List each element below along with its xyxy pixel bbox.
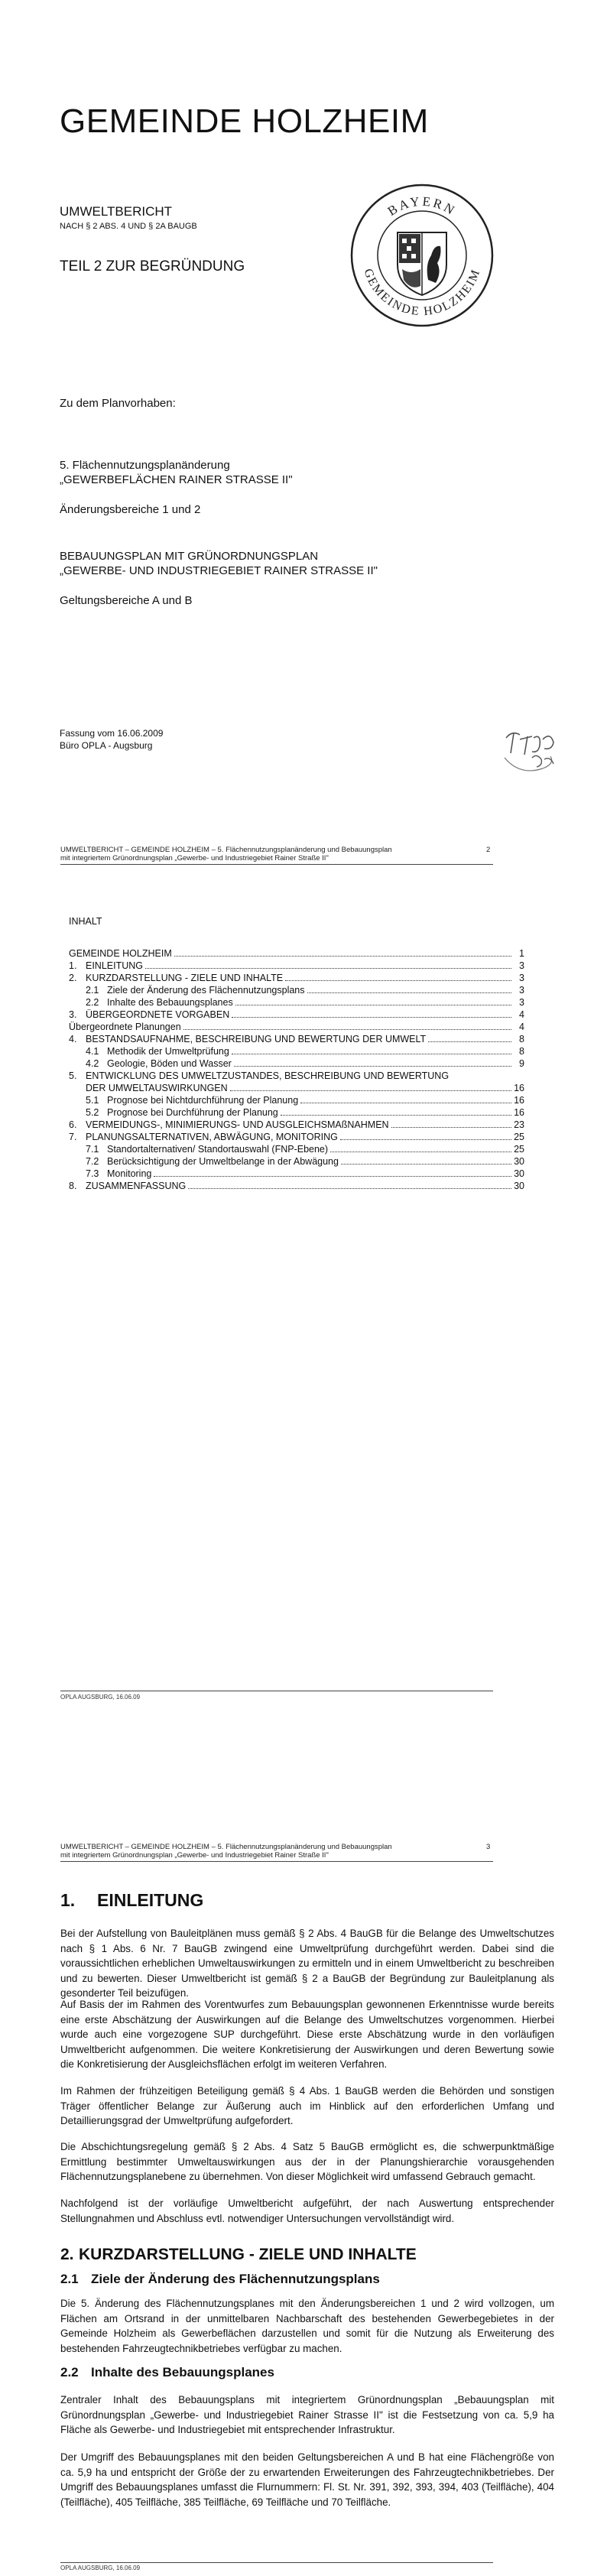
toc-entry[interactable]: 7.2 Berücksichtigung der Umweltbelange in der Abwägung 30 — [86, 1156, 524, 1167]
toc-entry[interactable]: 3. ÜBERGEORDNETE VORGABEN 4 — [69, 1009, 524, 1020]
fnp-line-2: „GEWERBEFLÄCHEN RAINER STRASSE II" — [60, 473, 293, 486]
page3-number: 3 — [486, 1843, 491, 1851]
toc-entry[interactable]: 4.1 Methodik der Umweltprüfung 8 — [86, 1046, 524, 1057]
toc-entry[interactable]: 7. PLANUNGSALTERNATIVEN, ABWÄGUNG, MONITORING 25 — [69, 1132, 524, 1142]
toc-entry[interactable]: Übergeordnete Planungen 4 — [69, 1022, 524, 1032]
page3-header-rule — [60, 1861, 493, 1862]
report-title: UMWELTBERICHT — [60, 204, 173, 219]
bp-areas: Geltungsbereiche A und B — [60, 594, 193, 607]
bp-line-1: BEBAUUNGSPLAN MIT GRÜNORDNUNGSPLAN — [60, 550, 319, 563]
toc-entry[interactable]: 2. KURZDARSTELLUNG - ZIELE UND INHALTE 3 — [69, 973, 524, 983]
fnp-line-1: 5. Flächennutzungsplanänderung — [60, 459, 230, 472]
toc-entry[interactable]: 2.2 Inhalte des Bebauungsplanes 3 — [86, 997, 524, 1008]
heading-2-1: 2.1 Ziele der Änderung des Flächennutzungsplans — [60, 2272, 380, 2286]
toc-entry[interactable]: 7.1 Standortalternativen/ Standortauswahl (FNP-Ebene) 25 — [86, 1144, 524, 1155]
intro-text: Zu dem Planvorhaben: — [60, 397, 176, 410]
toc-entry[interactable]: DER UMWELTAUSWIRKUNGEN 16 — [86, 1083, 524, 1093]
toc-entry[interactable]: 4. BESTANDSAUFNAHME, BESCHREIBUNG UND BEWERTUNG DER UMWELT 8 — [69, 1034, 524, 1044]
part-title: TEIL 2 ZUR BEGRÜNDUNG — [60, 258, 245, 274]
toc-entry[interactable]: 4.2 Geologie, Böden und Wasser 9 — [86, 1058, 524, 1069]
seal-top-text: BAYERN — [385, 193, 459, 219]
paragraph: Die 5. Änderung des Flächennutzungsplanes mit den Änderungsbereichen 1 und 2 wird vollzogen, um Flächen am Ortsrand in der unmittelbaren Nachbarschaft des bestehenden Gewerbegebietes in der Gemeinde Holzheim als Gewerbeflächen darzustellen und somit für die Nutzung als Erweiterung des bestehenden Fahrzeugtechnikbetriebes verfügbar zu machen. — [60, 2298, 554, 2354]
page2-header-rule — [60, 864, 493, 865]
toc-title: INHALT — [69, 916, 102, 927]
seal-bottom-text: GEMEINDE HOLZHEIM — [361, 267, 483, 319]
page2-header-line2: mit integriertem Grünordnungsplan „Gewerbe- und Industriegebiet Rainer Straße II" — [60, 854, 329, 862]
page2-number: 2 — [486, 846, 491, 854]
paragraph: Zentraler Inhalt des Bebauungsplans mit integriertem Grünordnungsplan „Bebauungsplan mit Grünordnungsplan „Gewerbe- und Industriegebiet Rainer Strasse II" ist die Festsetzung von ca. 5,9 ha Fläche als Gewerbe- und Industriegebiet mit entsprechender Infrastruktur. — [60, 2394, 554, 2435]
toc-entry[interactable]: 8. ZUSAMMENFASSUNG 30 — [69, 1181, 524, 1191]
page3-footer: OPLA AUGSBURG, 16.06.09 — [60, 2565, 141, 2571]
toc-entry[interactable]: 5.1 Prognose bei Nichtdurchführung der Planung 16 — [86, 1095, 524, 1106]
page3-header-line2: mit integriertem Grünordnungsplan „Gewerbe- und Industriegebiet Rainer Straße II" — [60, 1851, 329, 1860]
heading-1: 1. EINLEITUNG — [60, 1890, 204, 1910]
paragraph: Der Umgriff des Bebauungsplanes mit den beiden Geltungsbereichen A und B hat eine Flächengröße von ca. 5,9 ha und entspricht der Größe der zu erwartenden Erweiterungen des Fahrzeugtechnikbetriebes. Der Umgriff des Bebauungsplanes umfasst die Flurnummern: Fl. St. Nr. 391, 392, 393, 394, 403 (Teilfläche), 404 (Teilfläche), 405 Teilfläche, 385 Teilfläche, 69 Teilfläche und 70 Teilfläche. — [60, 2451, 554, 2508]
page3-header-line1: UMWELTBERICHT – GEMEINDE HOLZHEIM – 5. Flächennutzungsplanänderung und Bebauungsplan — [60, 1843, 392, 1851]
page2-footer: OPLA AUGSBURG, 16.06.09 — [60, 1694, 141, 1701]
handwritten-signature — [497, 723, 566, 784]
heading-2-2: 2.2 Inhalte des Bebauungsplanes — [60, 2365, 274, 2379]
municipal-seal — [346, 179, 498, 332]
signature-icon — [497, 723, 566, 784]
svg-text:BAYERN — [385, 194, 459, 219]
paragraph: Bei der Aufstellung von Bauleitplänen muss gemäß § 2 Abs. 4 BauGB für die Belange des Umweltschutzes nach § 1 Abs. 6 Nr. 7 BauGB zwingend eine Umweltprüfung durchgeführt werden. Dabei sind die voraussichtlichen erheblichen Umweltauswirkungen zu ermitteln und in einem Umweltbericht zu beschreiben und zu bewerten. Dieser Umweltbericht ist gemäß § 2 a BauGB der Begründung zur Bauleitplanung als gesonderter Teil beizufügen. — [60, 1928, 554, 1999]
toc-entry[interactable]: 6. VERMEIDUNGS-, MINIMIERUNGS- UND AUSGLEICHSMAßNAHMEN 23 — [69, 1119, 524, 1130]
heading-2: 2. KURZDARSTELLUNG - ZIELE UND INHALTE — [60, 2246, 417, 2263]
bp-line-2: „GEWERBE- UND INDUSTRIEGEBIET RAINER STRASSE II" — [60, 564, 378, 577]
office: Büro OPLA - Augsburg — [60, 740, 153, 751]
toc-entry[interactable]: 2.1 Ziele der Änderung des Flächennutzungsplans 3 — [86, 985, 524, 996]
page2-header-line1: UMWELTBERICHT – GEMEINDE HOLZHEIM – 5. Flächennutzungsplanänderung und Bebauungsplan — [60, 846, 392, 854]
report-subtitle: NACH § 2 ABS. 4 UND § 2A BAUGB — [60, 222, 197, 231]
paragraph: Die Abschichtungsregelung gemäß § 2 Abs. 4 Satz 5 BauGB ermöglicht es, die schwerpunktmäßige Ermittlung bestimmter Umweltauswirkungen aus der in der Planungshierarchie vorausgehenden Flächennutzungsplanebene zu übernehmen. Von dieser Möglichkeit wird umfassend Gebrauch gemacht. — [60, 2141, 554, 2182]
toc-entry[interactable]: 1. EINLEITUNG 3 — [69, 960, 524, 971]
toc-entry[interactable]: 5. ENTWICKLUNG DES UMWELTZUSTANDES, BESCHREIBUNG UND BEWERTUNG — [69, 1070, 450, 1081]
toc-entry[interactable]: GEMEINDE HOLZHEIM 1 — [69, 948, 524, 959]
page-title: GEMEINDE HOLZHEIM — [60, 102, 429, 140]
fnp-areas: Änderungsbereiche 1 und 2 — [60, 503, 201, 516]
version-date: Fassung vom 16.06.2009 — [60, 728, 164, 739]
paragraph: Nachfolgend ist der vorläufige Umweltbericht aufgeführt, der nach Auswertung entsprechender Stellungnahmen und Abschluss evtl. notwendiger Untersuchungen vervollständigt wird. — [60, 2198, 554, 2224]
page3-footer-rule — [60, 2562, 493, 2563]
paragraph: Auf Basis der im Rahmen des Vorentwurfes zum Bebauungsplan gewonnenen Erkenntnisse wurde bereits eine erste Abschätzung der Auswirkungen auf die Belange des Umweltschutzes vorgenommen. Hierbei wurde auch eine vorgezogene SUP durchgeführt. Diese erste Abschätzung wurde in den vorläufigen Umweltbericht aufgenommen. Die weitere Konkretisierung der Auswirkungen und deren Bewertung sowie die Konkretisierung der Ausgleichsflächen erfolgt im weiteren Verfahren. — [60, 1999, 554, 2070]
paragraph: Im Rahmen der frühzeitigen Beteiligung gemäß § 4 Abs. 1 BauGB werden die Behörden und sonstigen Träger öffentlicher Belange zur Äußerung auch im Hinblick auf den erforderlichen Umfang und Detaillierungsgrad der Umweltprüfung aufgefordert. — [60, 2085, 554, 2126]
seal-icon — [346, 179, 498, 332]
toc-entry[interactable]: 5.2 Prognose bei Durchführung der Planung 16 — [86, 1107, 524, 1118]
toc-entry[interactable]: 7.3 Monitoring 30 — [86, 1168, 524, 1179]
